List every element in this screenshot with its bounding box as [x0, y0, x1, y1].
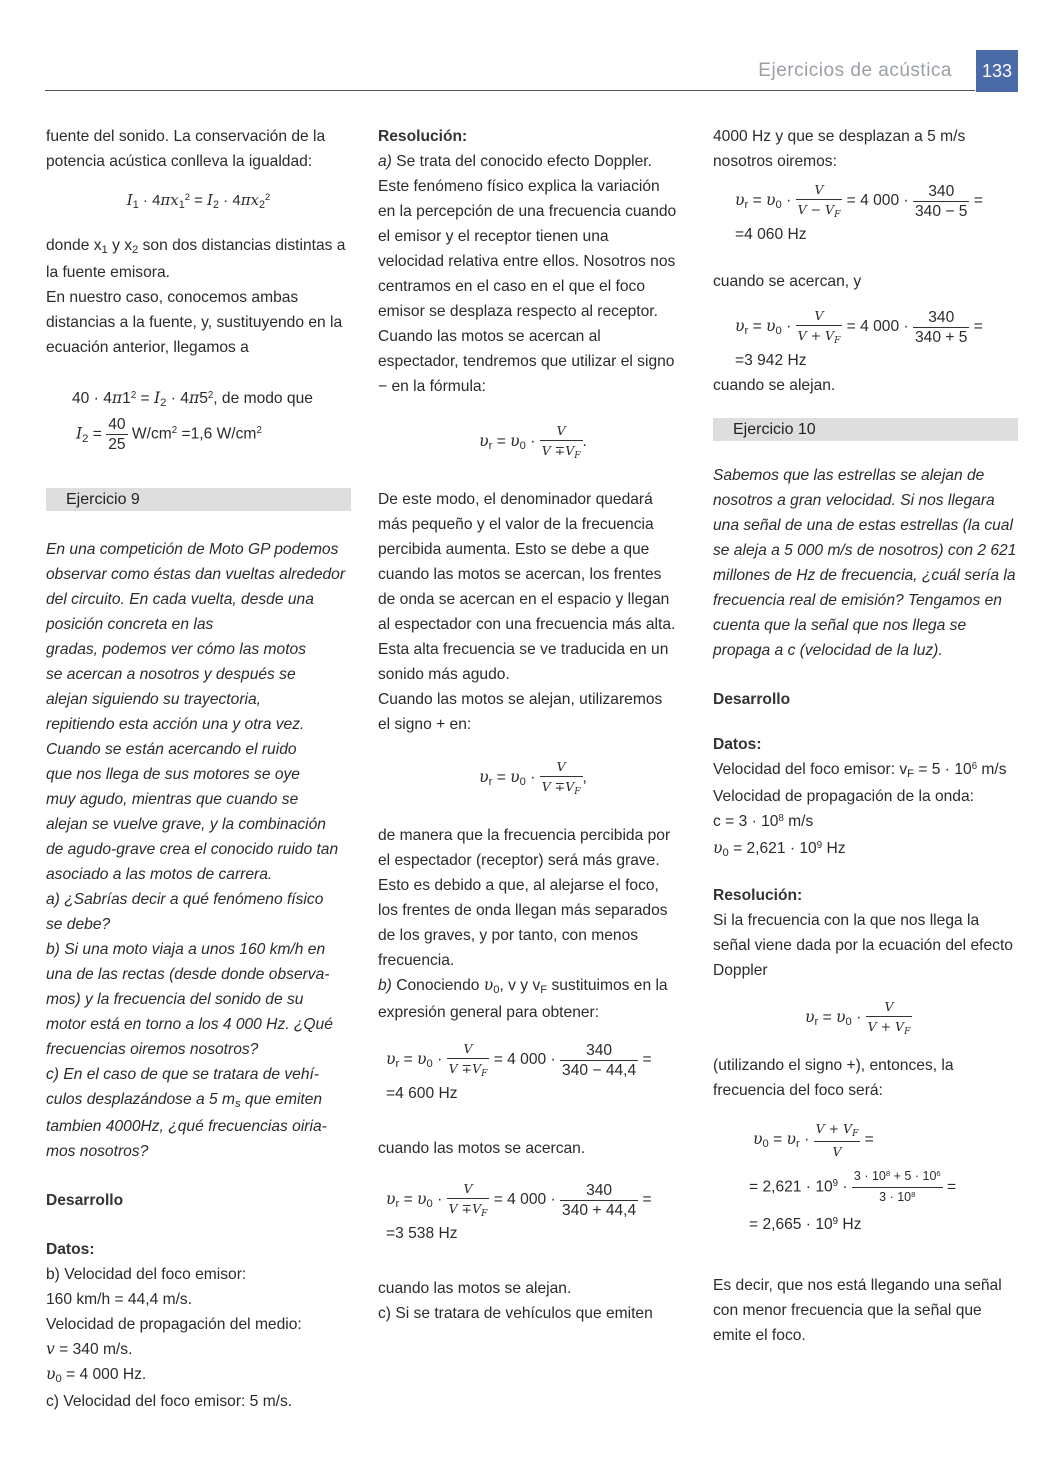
column-1	[46, 124, 351, 1414]
desarrollo-heading-10: Desarrollo	[713, 691, 791, 708]
col3-paragraph-6: Es decir, que nos está llegando una señal con menor frecuencia que la señal que emite el foco.	[713, 1277, 1002, 1344]
col2-paragraph-4: Cuando las motos se alejan, utilizaremos el signo + en:	[378, 691, 663, 733]
page-number: 133	[976, 50, 1018, 92]
equation-emission-step: = $2,621 \cdot 10^9$ · $\frac{3 \cdot 10^8 + 5 \cdot 10^6}{3 \cdot 10^8}$ =	[749, 1168, 957, 1204]
equation-substitution: $40 \cdot 4\pi 1^2 = I_2 \cdot 4\pi 5^2$, de modo que	[72, 389, 313, 410]
datos-heading-10: Datos:	[713, 736, 762, 753]
col2-paragraph-9: c) Si se tratara de vehículos que emiten	[378, 1305, 653, 1322]
col1-paragraph-3: En nuestro caso, conocemos ambas distancias a la fuente, y, sustituyendo en la ecuación anterior, llegamos a	[46, 289, 343, 356]
col1-paragraph-2: donde $x_1$ y $x_2$ son dos distancias distintas a la fuente emisora.	[46, 237, 346, 281]
col2-paragraph-5: de manera que la frecuencia percibida por el espectador (receptor) será más grave. Esto es debido a que, al alejarse el foco, los frentes de onda llegan más separados de los graves, y por tanto, con menos frecuencia.	[378, 827, 671, 969]
equation-c-recede: $\upsilon_r = \upsilon_0$ · $\frac{V}{V + V_F}$ = 4 000 · $\frac{340}{340 + 5}$ =	[735, 308, 983, 346]
equation-doppler-recede: $\upsilon_r = \upsilon_0$ · $\frac{V}{V \mp V_F}$ ,	[479, 759, 587, 797]
header-rule	[45, 90, 975, 91]
col3-paragraph-2: cuando se acercan, y	[713, 273, 862, 290]
col3-paragraph-3: cuando se alejan.	[713, 377, 836, 394]
equation-intensity-result: $I_2$ = $\frac{40}{25}$ $W/cm^2 =1,6$ $W/cm^2$	[76, 416, 262, 453]
equation-c-approach-result: =4 060 Hz	[735, 226, 807, 243]
equation-b-recede: $\upsilon_r = \upsilon_0$ · $\frac{V}{V \mp V_F}$ = 4 000 · $\frac{340}{340 + 44,4}$ =	[386, 1181, 652, 1219]
datos-list: b) Velocidad del foco emisor: 160 km/h = 44,4 m/s. Velocidad de propagación del medio: v = 340 m/s. $\upsilon_0 = 4$ 000 Hz. c) Velocidad del foco emisor: 5 m/s.	[46, 1266, 302, 1410]
col3-paragraph-4: Si la frecuencia con la que nos llega la señal viene dada por la ecuación del efecto Doppler	[713, 912, 1013, 979]
equation-c-approach: $\upsilon_r = \upsilon_0$ · $\frac{V}{V - V_F}$ = 4 000 · $\frac{340}{340 - 5}$ =	[735, 182, 983, 220]
equation-b-approach-result: =4 600 Hz	[386, 1085, 458, 1102]
equation-emission-frequency: $\upsilon_0 = \upsilon_r$ · $\frac{V + V_F}{V}$ =	[753, 1121, 874, 1159]
col2-paragraph-3: De este modo, el denominador quedará más pequeño y el valor de la frecuencia percibida aumenta. Esto se debe a que cuando las motos se acercan, los frentes de onda se acercan en el espacio y llegan al espectador con una frecuencia más alta. Esta alta frecuencia se ve traducida en un sonido más agudo.	[378, 491, 676, 683]
equation-power-conservation: $I_1 \cdot 4\pi x_1^2 = I_2 \cdot 4\pi x_2^2$	[126, 191, 271, 212]
desarrollo-heading: Desarrollo	[46, 1192, 124, 1209]
equation-b-recede-result: =3 538 Hz	[386, 1225, 458, 1242]
col2-paragraph-1: a) Se trata del conocido efecto Doppler. Este fenómeno físico explica la variación en la percepción de una frecuencia cuando el emisor y el receptor tienen una velocidad relativa entre ellos. Nosotros nos centramos en el caso en el que el foco emisor se desplaza respecto al receptor.	[378, 153, 677, 320]
col2-paragraph-2: Cuando las motos se acercan al espectador, tendremos que utilizar el signo − en la fórmula:	[378, 328, 675, 395]
equation-doppler-star: $\upsilon_r = \upsilon_0$ · $\frac{V}{V + V_F}$	[805, 999, 911, 1037]
equation-emission-result: = $2,665 \cdot 10^9$ Hz	[749, 1215, 862, 1233]
resolucion-heading: Resolución:	[378, 128, 468, 145]
col2-paragraph-6: b) Conociendo $\upsilon_0$, v y $v_F$ sustituimos en la expresión general para obtener:	[378, 976, 668, 1021]
col3-paragraph-5: (utilizando el signo +), entonces, la frecuencia del foco será:	[713, 1057, 954, 1099]
running-header-title: Ejercicios de acústica	[758, 60, 952, 81]
equation-doppler-approach: $\upsilon_r = \upsilon_0$ · $\frac{V}{V \mp V_F}$ .	[479, 423, 587, 461]
ejercicio-9-heading: Ejercicio 9	[46, 488, 351, 511]
equation-b-approach: $\upsilon_r = \upsilon_0$ · $\frac{V}{V \mp V_F}$ = 4 000 · $\frac{340}{340 - 44,4}$ =	[386, 1041, 652, 1079]
column-3	[713, 124, 1018, 1348]
datos-list-10: Velocidad del foco emisor: $v_F = 5 \cdot 10^6$ m/s Velocidad de propagación de la onda: $c = 3 \cdot 10^8$ m/s $\upsilon_0 = 2,621 \cdot 10^9$ Hz	[713, 760, 1007, 860]
col1-paragraph-1: fuente del sonido. La conservación de la potencia acústica conlleva la igualdad:	[46, 128, 326, 170]
col2-paragraph-7: cuando las motos se acercan.	[378, 1140, 586, 1157]
col3-paragraph-1: 4000 Hz y que se desplazan a 5 m/s nosotros oiremos:	[713, 128, 966, 170]
column-2	[378, 124, 678, 1326]
ejercicio-10-heading: Ejercicio 10	[713, 418, 1018, 441]
ejercicio-10-statement: Sabemos que las estrellas se alejan de nosotros a gran velocidad. Si nos llegara una señal de una de estas estrellas (la cual se aleja a 5 000 m/s de nosotros) con 2 621 millones de Hz de frecuencia, ¿cuál sería la frecuencia real de emisión? Tengamos en cuenta que la señal que nos llega se propaga a c (velocidad de la luz).	[713, 467, 1017, 659]
equation-c-recede-result: =3 942 Hz	[735, 352, 807, 369]
ejercicio-9-statement: En una competición de Moto GP podemos observar como éstas dan vueltas alrededor del circuito. En cada vuelta, desde una posición concreta en las gradas, podemos ver cómo las motos se acercan a nosotros y después se alejan siguiendo su trayectoria, repitiendo esta acción una y otra vez. Cuando se están acercando el ruido que nos llega de sus motores se oye muy agudo, mientras que cuando se alejan se vuelve grave, y la combinación de agudo-grave crea el conocido ruido tan asociado a las motos de carrera. a) ¿Sabrías decir a qué fenómeno físico se debe? b) Si una moto viaja a unos 160 km/h en una de las rectas (desde donde observa- mos) y la frecuencia del sonido de su motor está en torno a los 4 000 Hz. ¿Qué frecuencias oiremos nosotros? c) En el caso de que se tratara de vehí- culos desplazándose a 5 $m_s$ que emiten tambien 4000Hz, ¿qué frecuencias oiria- mos nosotros?	[46, 541, 346, 1160]
datos-heading: Datos:	[46, 1241, 95, 1258]
col2-paragraph-8: cuando las motos se alejan.	[378, 1280, 572, 1297]
resolucion-heading-10: Resolución:	[713, 887, 803, 904]
